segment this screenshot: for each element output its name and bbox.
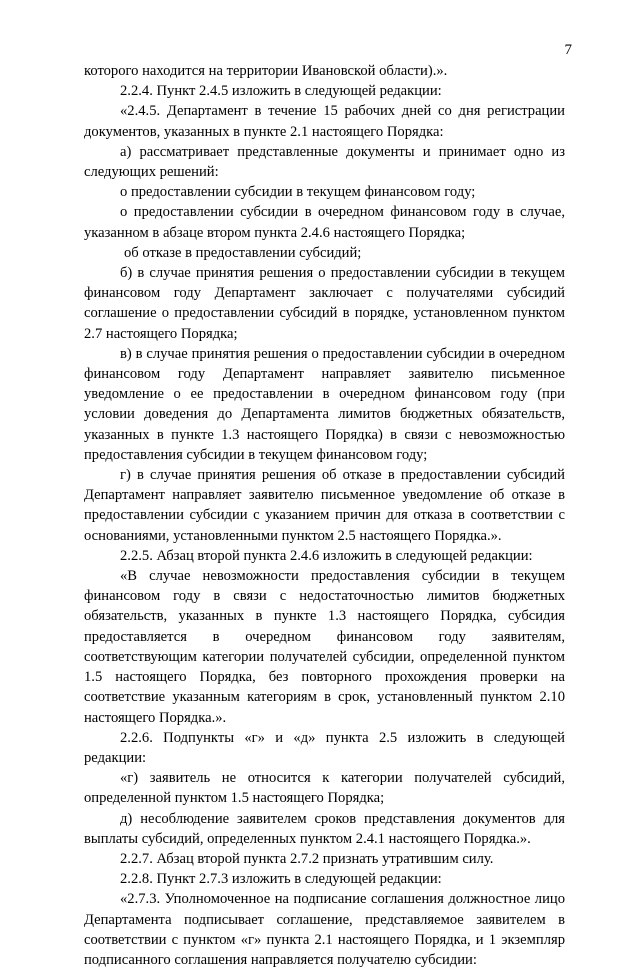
paragraph: 2.2.4. Пункт 2.4.5 изложить в следующей редакции: — [120, 83, 442, 100]
paragraph: г) в случае принятия решения об отказе в предоставлении субсидий Департамент направляет заявителю письменное уведомление об отказе в предоставлении субсидии с указанием причин для отказа в соответствии с основаниями, установленными пунктом 2.5 настоящего Порядка.». — [84, 467, 565, 544]
paragraph: б) в случае принятия решения о предоставлении субсидии в текущем финансовом году Департамент заключает с получателями субсидий соглашение о предоставлении субсидий в порядке, установленном пунктом 2.7 настоящего Порядка; — [84, 265, 565, 342]
paragraph: д) несоблюдение заявителем сроков представления документов для выплаты субсидий, определенных пунктом 2.4.1 настоящего Порядка.». — [84, 810, 565, 847]
paragraph: которого находится на территории Ивановской области).». — [84, 63, 448, 79]
paragraph: 2.2.8. Пункт 2.7.3 изложить в следующей редакции: — [120, 871, 442, 888]
paragraph: 2.2.5. Абзац второй пункта 2.4.6 изложить в следующей редакции: — [120, 547, 533, 564]
paragraph: 2.2.7. Абзац второй пункта 2.7.2 признать утратившим силу. — [120, 850, 494, 867]
paragraph: о предоставлении субсидии в очередном финансовом году в случае, указанном в абзаце втором пункта 2.4.6 настоящего Порядка; — [84, 204, 565, 241]
paragraph: «2.7.3. Уполномоченное на подписание соглашения должностное лицо Департамента подписывает соглашение, представляемое заявителем в соответствии с пунктом «г» пункта 2.1 настоящего Порядка, и 1 экземпляр подписанного соглашения направляется получателю субсидии: — [84, 891, 565, 968]
paragraph: «В случае невозможности предоставления субсидии в текущем финансовом году в связи с недостаточностью лимитов бюджетных обязательств, указанных в пункте 1.3 настоящего Порядка, субсидия предоставляется в очередном финансовом году заявителям, соответствующим категории получателей субсидии, определенной пунктом 1.5 настоящего Порядка, без повторного прохождения проверки на соответствие указанным категориям в срок, установленный пунктом 2.10 настоящего Порядка.». — [84, 568, 565, 726]
paragraph: 2.2.6. Подпункты «г» и «д» пункта 2.5 изложить в следующей редакции: — [84, 729, 565, 766]
paragraph: а) рассматривает представленные документы и принимает одно из следующих решений: — [84, 143, 565, 181]
paragraph: «2.4.5. Департамент в течение 15 рабочих дней со дня регистрации документов, указанных в пункте 2.1 настоящего Порядка: — [84, 103, 565, 140]
paragraph: в) в случае принятия решения о предоставлении субсидии в очередном финансовом году Департамент направляет заявителю письменное уведомление о ее предоставлении в очередном финансовом году (при условии доведения до Департамента лимитов бюджетных обязательств, указанных в пункте 1.3 настоящего Порядка) в связи с невозможностью предоставления субсидии в текущем финансовом году; — [84, 345, 565, 463]
paragraph: о предоставлении субсидии в текущем финансовом году; — [120, 184, 476, 201]
paragraph: «г) заявитель не относится к категории получателей субсидий, определенной пунктом 1.5 настоящего Порядка; — [84, 770, 565, 807]
document-body — [84, 61, 565, 970]
page-number: 7 — [564, 42, 572, 58]
paragraph: об отказе в предоставлении субсидий; — [124, 244, 362, 261]
